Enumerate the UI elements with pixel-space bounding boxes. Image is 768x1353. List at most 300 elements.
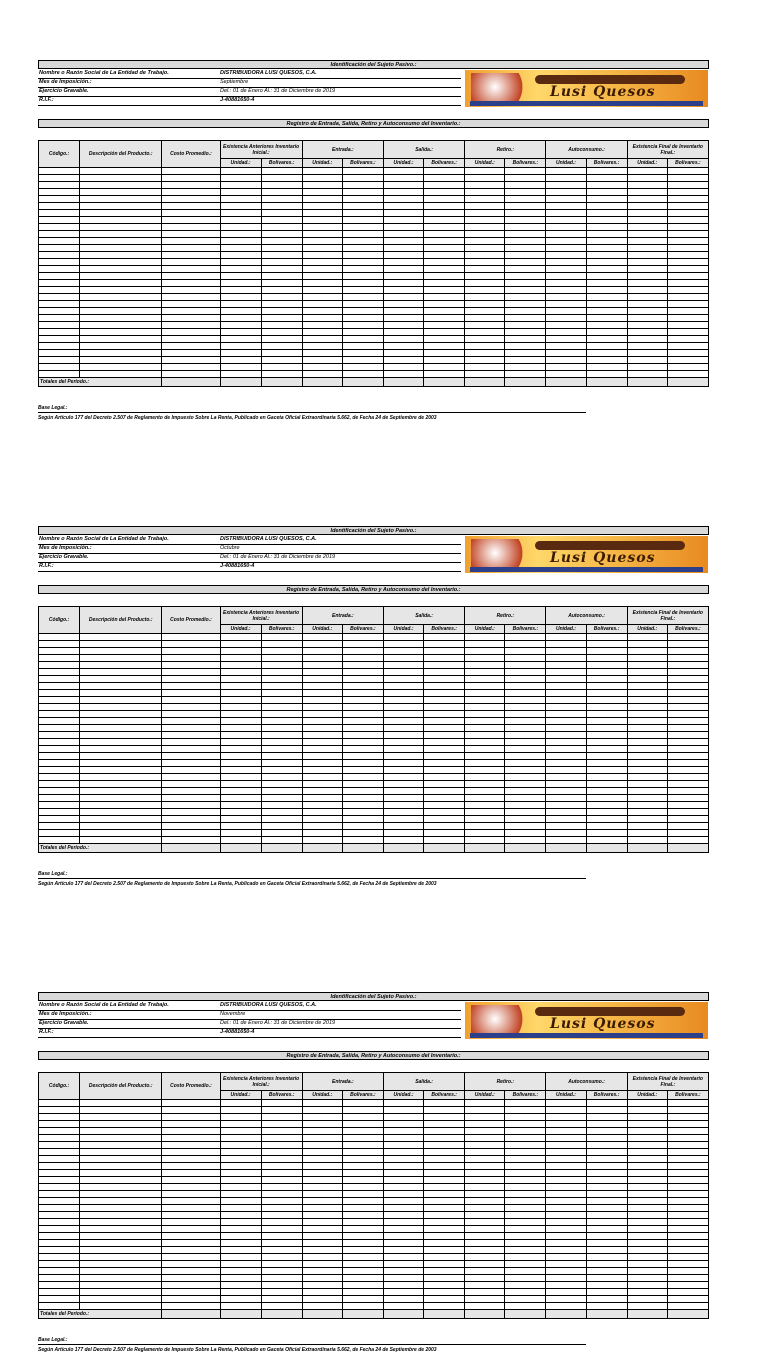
table-cell: [80, 683, 162, 690]
table-cell: [220, 760, 261, 767]
table-cell: [383, 669, 423, 676]
table-cell: [465, 336, 505, 343]
table-cell: [39, 662, 80, 669]
table-cell: [465, 641, 505, 648]
table-cell: [261, 259, 302, 266]
table-cell: [342, 301, 383, 308]
table-row: [39, 774, 709, 781]
table-cell: [586, 690, 627, 697]
table-cell: [383, 1177, 423, 1184]
table-cell: [162, 1226, 220, 1233]
table-cell: [261, 238, 302, 245]
table-cell: [342, 1100, 383, 1107]
table-cell: [667, 287, 708, 294]
table-cell: [220, 711, 261, 718]
table-cell: [505, 294, 546, 301]
table-cell: [465, 231, 505, 238]
table-row: [39, 739, 709, 746]
table-cell: [667, 1303, 708, 1310]
table-cell: [162, 711, 220, 718]
table-cell: [302, 1170, 342, 1177]
table-cell: [546, 1282, 586, 1289]
table-cell: [627, 329, 667, 336]
table-cell: [302, 1247, 342, 1254]
table-cell: [505, 245, 546, 252]
table-cell: [261, 371, 302, 378]
table-cell: [302, 718, 342, 725]
table-cell: [667, 676, 708, 683]
table-cell: [220, 1135, 261, 1142]
table-cell: [342, 753, 383, 760]
table-cell: [465, 1289, 505, 1296]
table-cell: [302, 231, 342, 238]
col-group: Existencia Final de Inventario Final.:: [627, 141, 708, 159]
table-cell: [627, 224, 667, 231]
col-group: Retiro.:: [465, 141, 546, 159]
table-cell: [546, 189, 586, 196]
table-cell: [505, 238, 546, 245]
table-cell: [586, 1254, 627, 1261]
table-cell: [342, 823, 383, 830]
table-cell: [302, 711, 342, 718]
table-cell: [383, 641, 423, 648]
table-cell: [667, 1142, 708, 1149]
table-cell: [546, 781, 586, 788]
table-cell: [546, 753, 586, 760]
table-cell: [39, 1240, 80, 1247]
value-mes: Septiembre: [220, 79, 249, 85]
table-cell: [505, 753, 546, 760]
totals-cell: [465, 1310, 505, 1319]
table-cell: [220, 1177, 261, 1184]
table-cell: [586, 802, 627, 809]
table-cell: [342, 1191, 383, 1198]
table-cell: [383, 697, 423, 704]
table-cell: [162, 203, 220, 210]
table-cell: [465, 669, 505, 676]
table-cell: [546, 1107, 586, 1114]
table-cell: [261, 1163, 302, 1170]
table-cell: [627, 1163, 667, 1170]
table-cell: [39, 189, 80, 196]
table-cell: [220, 1240, 261, 1247]
totals-cell: [586, 378, 627, 387]
table-cell: [383, 1261, 423, 1268]
table-cell: [465, 802, 505, 809]
table-cell: [39, 168, 80, 175]
table-cell: [220, 753, 261, 760]
table-cell: [80, 837, 162, 844]
table-cell: [383, 336, 423, 343]
table-cell: [465, 697, 505, 704]
table-cell: [546, 1226, 586, 1233]
table-cell: [505, 1107, 546, 1114]
table-row: [39, 315, 709, 322]
table-cell: [80, 1261, 162, 1268]
col-unidad: Unidad.:: [546, 625, 586, 634]
table-cell: [546, 1135, 586, 1142]
col-group: Salida.:: [383, 1073, 464, 1091]
table-cell: [80, 252, 162, 259]
table-cell: [302, 343, 342, 350]
table-cell: [505, 655, 546, 662]
table-cell: [383, 175, 423, 182]
table-cell: [39, 711, 80, 718]
table-cell: [383, 1184, 423, 1191]
table-cell: [424, 252, 465, 259]
table-cell: [465, 1212, 505, 1219]
table-cell: [162, 1135, 220, 1142]
table-cell: [39, 224, 80, 231]
table-cell: [302, 1233, 342, 1240]
table-cell: [667, 1100, 708, 1107]
table-cell: [80, 669, 162, 676]
table-cell: [667, 1226, 708, 1233]
table-cell: [383, 245, 423, 252]
table-row: [39, 343, 709, 350]
table-cell: [220, 767, 261, 774]
table-cell: [424, 1240, 465, 1247]
table-cell: [261, 1233, 302, 1240]
table-cell: [162, 746, 220, 753]
table-cell: [586, 189, 627, 196]
table-cell: [383, 224, 423, 231]
table-cell: [342, 662, 383, 669]
totals-cell: [302, 378, 342, 387]
table-cell: [383, 1226, 423, 1233]
col-group: Autoconsumo.:: [546, 1073, 627, 1091]
table-cell: [342, 704, 383, 711]
table-cell: [465, 1142, 505, 1149]
table-cell: [220, 203, 261, 210]
table-cell: [383, 294, 423, 301]
table-cell: [80, 746, 162, 753]
table-cell: [586, 259, 627, 266]
table-cell: [667, 1114, 708, 1121]
table-cell: [162, 1296, 220, 1303]
table-cell: [546, 732, 586, 739]
table-cell: [465, 203, 505, 210]
table-cell: [261, 1121, 302, 1128]
base-legal-text: Según Artículo 177 del Decreto 2.507 de Reglamento de Impuesto Sobre La Renta, Publicado en Gaceta Oficial Extraordinaria 5.662, de Fecha 24 de Septiembre de 2003: [38, 1347, 437, 1353]
table-cell: [383, 329, 423, 336]
table-cell: [220, 1142, 261, 1149]
table-cell: [162, 1163, 220, 1170]
table-cell: [342, 1226, 383, 1233]
table-cell: [302, 168, 342, 175]
table-cell: [220, 1268, 261, 1275]
table-cell: [667, 781, 708, 788]
table-cell: [302, 704, 342, 711]
table-cell: [383, 1114, 423, 1121]
table-cell: [220, 371, 261, 378]
table-cell: [220, 1254, 261, 1261]
table-cell: [302, 1268, 342, 1275]
table-cell: [465, 837, 505, 844]
table-cell: [220, 301, 261, 308]
table-cell: [162, 1261, 220, 1268]
table-cell: [302, 1282, 342, 1289]
table-cell: [342, 816, 383, 823]
table-cell: [261, 224, 302, 231]
totals-cell: [383, 378, 423, 387]
table-cell: [342, 1254, 383, 1261]
table-cell: [39, 1121, 80, 1128]
table-cell: [162, 273, 220, 280]
table-cell: [505, 308, 546, 315]
table-cell: [383, 1233, 423, 1240]
base-legal-rule: [38, 412, 586, 413]
table-cell: [586, 732, 627, 739]
table-cell: [424, 1296, 465, 1303]
table-cell: [80, 357, 162, 364]
table-cell: [80, 189, 162, 196]
table-cell: [465, 1107, 505, 1114]
table-cell: [546, 634, 586, 641]
table-cell: [342, 1240, 383, 1247]
table-cell: [667, 1282, 708, 1289]
table-cell: [667, 343, 708, 350]
table-cell: [220, 655, 261, 662]
table-cell: [342, 1142, 383, 1149]
logo-band: [535, 1007, 685, 1016]
table-cell: [80, 788, 162, 795]
table-cell: [586, 329, 627, 336]
table-cell: [383, 1100, 423, 1107]
table-cell: [261, 669, 302, 676]
table-cell: [39, 1156, 80, 1163]
table-row: [39, 788, 709, 795]
table-cell: [342, 1149, 383, 1156]
table-cell: [424, 753, 465, 760]
table-cell: [424, 655, 465, 662]
table-cell: [627, 830, 667, 837]
table-cell: [465, 809, 505, 816]
table-cell: [39, 308, 80, 315]
table-cell: [80, 795, 162, 802]
table-cell: [505, 1240, 546, 1247]
table-cell: [220, 357, 261, 364]
table-cell: [220, 336, 261, 343]
table-cell: [465, 634, 505, 641]
table-cell: [39, 1114, 80, 1121]
table-cell: [424, 1233, 465, 1240]
table-cell: [505, 210, 546, 217]
logo-brand-text: Lusi Quesos: [550, 550, 656, 566]
table-cell: [261, 725, 302, 732]
table-cell: [162, 217, 220, 224]
table-cell: [505, 1212, 546, 1219]
base-legal-rule: [38, 1344, 586, 1345]
table-cell: [383, 1303, 423, 1310]
table-cell: [162, 634, 220, 641]
table-cell: [546, 259, 586, 266]
table-row: [39, 294, 709, 301]
col-group: Retiro.:: [465, 607, 546, 625]
table-cell: [465, 1226, 505, 1233]
table-cell: [39, 774, 80, 781]
table-cell: [39, 718, 80, 725]
table-cell: [80, 266, 162, 273]
table-cell: [162, 294, 220, 301]
table-row: [39, 245, 709, 252]
table-cell: [505, 781, 546, 788]
table-cell: [383, 767, 423, 774]
table-cell: [667, 182, 708, 189]
table-cell: [302, 1254, 342, 1261]
table-cell: [39, 1212, 80, 1219]
table-row: [39, 308, 709, 315]
table-cell: [261, 350, 302, 357]
table-cell: [424, 364, 465, 371]
table-cell: [261, 1282, 302, 1289]
table-cell: [546, 182, 586, 189]
table-cell: [162, 662, 220, 669]
table-cell: [302, 1296, 342, 1303]
table-cell: [424, 273, 465, 280]
col-unidad: Unidad.:: [627, 1091, 667, 1100]
table-cell: [586, 767, 627, 774]
table-cell: [261, 704, 302, 711]
table-cell: [39, 641, 80, 648]
table-cell: [80, 732, 162, 739]
table-cell: [261, 823, 302, 830]
table-cell: [383, 182, 423, 189]
table-cell: [302, 732, 342, 739]
table-cell: [627, 837, 667, 844]
table-cell: [667, 1289, 708, 1296]
table-cell: [162, 189, 220, 196]
table-cell: [627, 217, 667, 224]
table-cell: [80, 690, 162, 697]
table-cell: [80, 1184, 162, 1191]
table-cell: [261, 1128, 302, 1135]
table-cell: [80, 364, 162, 371]
table-cell: [39, 816, 80, 823]
table-cell: [627, 676, 667, 683]
table-cell: [220, 1107, 261, 1114]
col-unidad: Unidad.:: [220, 159, 261, 168]
table-cell: [220, 1233, 261, 1240]
table-cell: [162, 788, 220, 795]
table-cell: [505, 816, 546, 823]
table-cell: [383, 1198, 423, 1205]
table-cell: [546, 655, 586, 662]
logo-strip: [470, 1033, 703, 1038]
table-cell: [424, 690, 465, 697]
table-cell: [162, 1254, 220, 1261]
table-cell: [342, 210, 383, 217]
table-cell: [586, 837, 627, 844]
table-cell: [667, 1163, 708, 1170]
table-cell: [667, 1107, 708, 1114]
table-cell: [220, 1149, 261, 1156]
table-cell: [261, 175, 302, 182]
table-cell: [342, 760, 383, 767]
inventory-section: [38, 60, 709, 421]
table-cell: [162, 371, 220, 378]
table-cell: [162, 676, 220, 683]
table-cell: [586, 315, 627, 322]
table-cell: [39, 837, 80, 844]
table-cell: [302, 641, 342, 648]
table-cell: [80, 1100, 162, 1107]
table-cell: [80, 224, 162, 231]
table-cell: [546, 1240, 586, 1247]
table-cell: [424, 795, 465, 802]
col-unidad: Unidad.:: [302, 1091, 342, 1100]
table-cell: [465, 1268, 505, 1275]
table-cell: [505, 182, 546, 189]
table-cell: [39, 760, 80, 767]
table-cell: [465, 245, 505, 252]
table-cell: [80, 1198, 162, 1205]
table-cell: [39, 1282, 80, 1289]
table-cell: [465, 1282, 505, 1289]
table-cell: [505, 336, 546, 343]
table-cell: [342, 732, 383, 739]
table-cell: [383, 259, 423, 266]
table-cell: [162, 1198, 220, 1205]
totals-cell: [162, 844, 220, 853]
table-cell: [627, 1219, 667, 1226]
table-cell: [383, 238, 423, 245]
table-cell: [342, 1282, 383, 1289]
table-cell: [220, 322, 261, 329]
col-group: Autoconsumo.:: [546, 607, 627, 625]
table-cell: [80, 182, 162, 189]
table-cell: [667, 641, 708, 648]
table-cell: [302, 1100, 342, 1107]
table-cell: [465, 683, 505, 690]
table-cell: [546, 704, 586, 711]
table-cell: [627, 196, 667, 203]
table-row: [39, 767, 709, 774]
table-cell: [383, 203, 423, 210]
table-cell: [220, 725, 261, 732]
table-cell: [465, 662, 505, 669]
table-cell: [220, 1128, 261, 1135]
table-cell: [465, 1198, 505, 1205]
table-cell: [162, 238, 220, 245]
table-cell: [627, 662, 667, 669]
table-cell: [505, 683, 546, 690]
table-cell: [342, 189, 383, 196]
table-cell: [80, 718, 162, 725]
table-cell: [261, 1226, 302, 1233]
label-razon-social: Nombre o Razón Social de La Entidad de Trabajo.: [39, 536, 169, 542]
table-cell: [546, 294, 586, 301]
table-cell: [162, 245, 220, 252]
table-cell: [302, 1177, 342, 1184]
table-cell: [505, 1135, 546, 1142]
col-unidad: Unidad.:: [220, 625, 261, 634]
table-cell: [342, 690, 383, 697]
table-row: [39, 1128, 709, 1135]
table-cell: [424, 669, 465, 676]
table-cell: [667, 1170, 708, 1177]
table-cell: [342, 350, 383, 357]
totals-cell: [383, 844, 423, 853]
table-cell: [302, 287, 342, 294]
table-cell: [220, 1184, 261, 1191]
col-bolivares: Bolivares.:: [505, 159, 546, 168]
totals-cell: [342, 1310, 383, 1319]
table-cell: [424, 182, 465, 189]
table-cell: [424, 259, 465, 266]
table-cell: [546, 725, 586, 732]
table-cell: [505, 329, 546, 336]
